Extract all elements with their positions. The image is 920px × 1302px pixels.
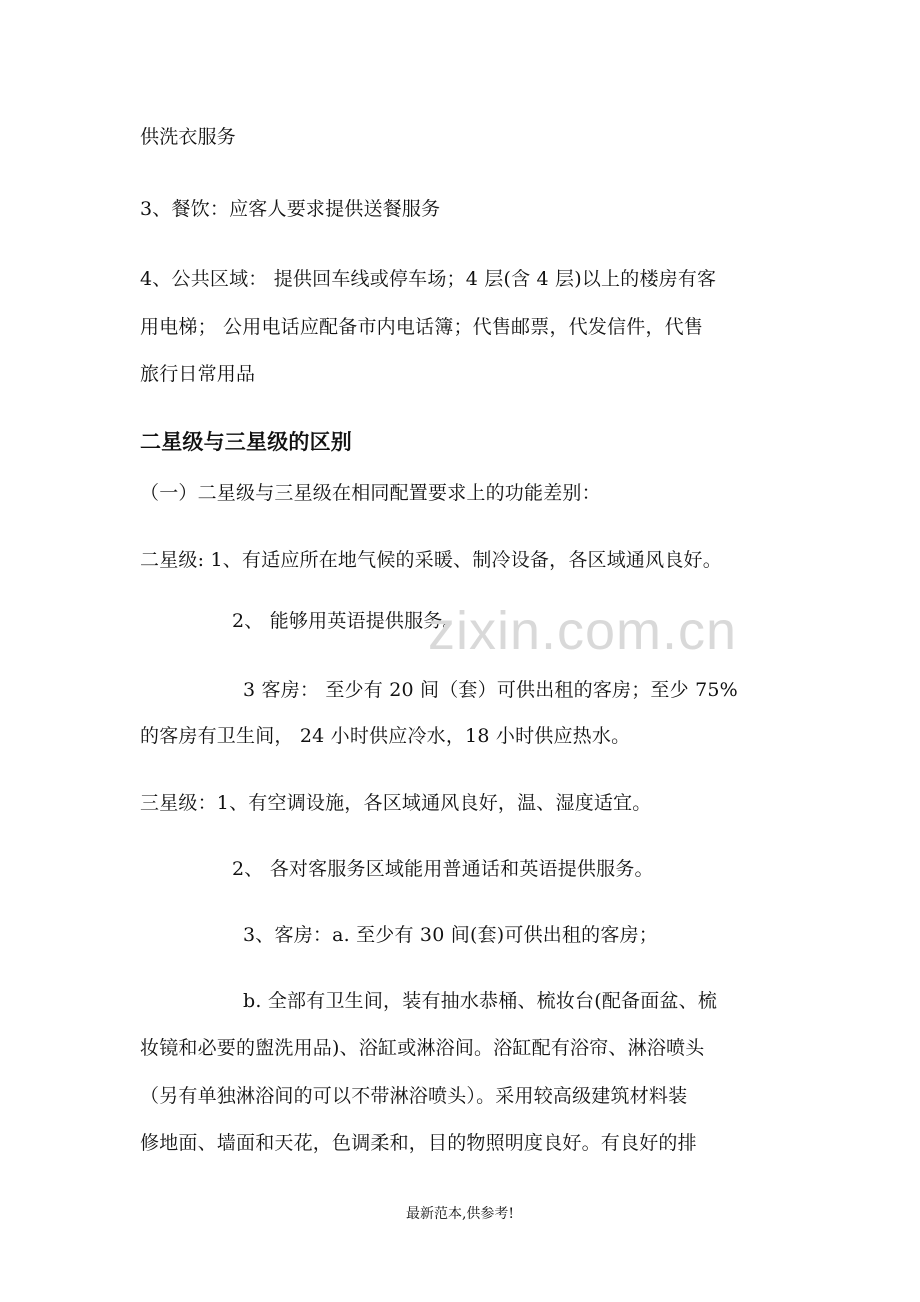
text-line: b. 全部有卫生间，装有抽水恭桶、梳妆台(配备面盆、梳 <box>243 990 718 1012</box>
page-footer: 最新范本,供参考! <box>405 1206 515 1222</box>
text-line: 妆镜和必要的盥洗用品)、浴缸或淋浴间。浴缸配有浴帘、淋浴喷头 <box>140 1037 705 1059</box>
text-line: 二星级: 1、有适应所在地气候的采暖、制冷设备，各区域通风良好。 <box>140 549 722 571</box>
text-line: 三星级：1、有空调设施，各区域通风良好，温、湿度适宜。 <box>140 792 652 814</box>
text-line: 3、餐饮：应客人要求提供送餐服务 <box>140 198 441 220</box>
text-line: 修地面、墙面和天花，色调柔和，目的物照明度良好。有良好的排 <box>140 1132 697 1154</box>
subsection-heading: （一）二星级与三星级在相同配置要求上的功能差别： <box>140 482 601 504</box>
text-line: 3 客房： 至少有 20 间（套）可供出租的客房；至少 75% <box>243 679 738 701</box>
section-heading: 二星级与三星级的区别 <box>140 430 352 454</box>
watermark: zixin.com.cn <box>428 601 738 661</box>
text-line: 4、公共区域： 提供回车线或停车场；4 层(含 4 层)以上的楼房有客 <box>140 268 717 290</box>
text-line: 2、 各对客服务区域能用普通话和英语提供服务。 <box>232 858 654 880</box>
text-line: 用电梯； 公用电话应配备市内电话簿；代售邮票，代发信件，代售 <box>140 316 704 338</box>
text-line: 旅行日常用品 <box>140 363 256 385</box>
text-line: 2、 能够用英语提供服务。 <box>232 610 462 632</box>
text-line: 3、客房：a. 至少有 30 间(套)可供出租的客房； <box>243 924 658 946</box>
text-line: 供洗衣服务 <box>140 126 237 148</box>
text-line: （另有单独淋浴间的可以不带淋浴喷头）。采用较高级建筑材料装 <box>140 1085 688 1107</box>
text-line: 的客房有卫生间， 24 小时供应冷水，18 小时供应热水。 <box>140 725 631 747</box>
